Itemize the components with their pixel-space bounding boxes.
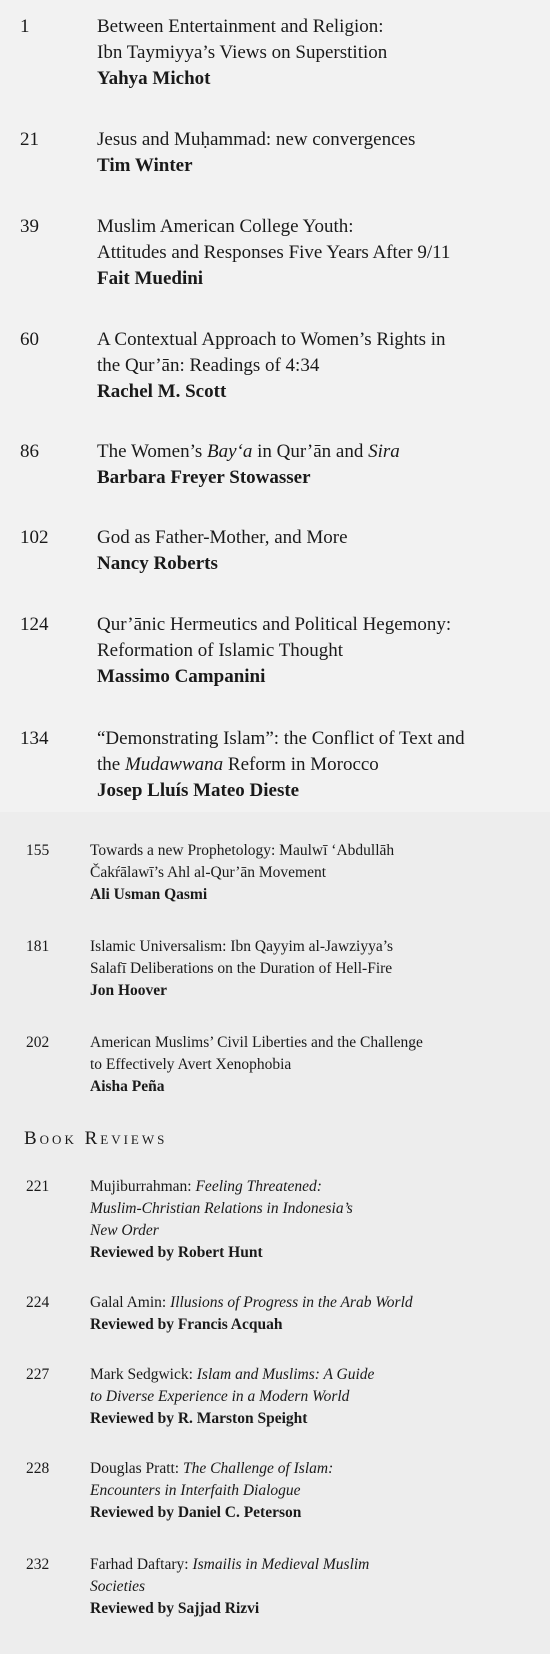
article-title: A Contextual Approach to Women’s Rights in	[97, 329, 446, 350]
book-title: Islam and Muslims: A Guide	[196, 1366, 375, 1383]
review-text	[90, 1176, 545, 1264]
page-number: 228	[26, 1460, 50, 1477]
review-book	[90, 1364, 545, 1386]
article-author: Jon Hoover	[90, 982, 168, 999]
entry-text	[97, 327, 547, 405]
page-number: 1	[20, 16, 30, 37]
book-author: Galal Amin:	[90, 1294, 171, 1311]
page-number: 227	[26, 1366, 50, 1383]
review-text	[90, 1458, 545, 1524]
article-title: Between Entertainment and Religion:	[97, 16, 384, 37]
page-number: 86	[20, 441, 39, 462]
article-title: Islamic Universalism: Ibn Qayyim al-Jawziyya’s	[90, 938, 394, 955]
article-title	[97, 752, 547, 778]
page-number: 224	[26, 1294, 50, 1311]
entry-text	[97, 525, 547, 577]
book-title: Illusions of Progress in the Arab World	[170, 1294, 413, 1311]
article-author: Tim Winter	[97, 155, 193, 176]
review-text	[90, 1554, 545, 1620]
article-title: Attitudes and Responses Five Years After 9/11	[97, 242, 451, 263]
book-title: Ismailis in Medieval Muslim	[192, 1556, 370, 1573]
book-title: Societies	[90, 1578, 146, 1595]
page-number: 39	[20, 216, 39, 237]
article-title: Čakŕālawī’s Ahl al-Qur’ān Movement	[90, 864, 327, 881]
article-title: American Muslims’ Civil Liberties and the Challenge	[90, 1034, 423, 1051]
book-author: Douglas Pratt:	[90, 1460, 183, 1477]
book-reviews-heading: Book Reviews	[24, 1128, 168, 1149]
page-number: 155	[26, 842, 50, 859]
book-title: Muslim-Christian Relations in Indonesia’s	[90, 1200, 353, 1217]
article-author: Yahya Michot	[97, 68, 211, 89]
article-title: Jesus and Muḥammad: new convergences	[97, 129, 416, 150]
article-author: Ali Usman Qasmi	[90, 886, 208, 903]
reviewer: Reviewed by Sajjad Rizvi	[90, 1600, 260, 1617]
article-title: “Demonstrating Islam”: the Conflict of Text and	[97, 728, 465, 749]
review-book	[90, 1292, 545, 1314]
book-title: New Order	[90, 1222, 159, 1239]
article-author: Massimo Campanini	[97, 666, 266, 687]
entry-text	[97, 127, 547, 179]
entry-text	[97, 726, 547, 804]
reviewer: Reviewed by Daniel C. Peterson	[90, 1504, 302, 1521]
article-title	[97, 439, 547, 465]
page-number: 60	[20, 329, 39, 350]
review-text	[90, 1364, 545, 1430]
page-number: 202	[26, 1034, 50, 1051]
article-title: Muslim American College Youth:	[97, 216, 354, 237]
title-part-italic: Sira	[368, 441, 400, 462]
article-title: God as Father-Mother, and More	[97, 527, 348, 548]
reviewer: Reviewed by Robert Hunt	[90, 1244, 263, 1261]
entry-text	[97, 612, 547, 690]
toc-section-upper	[0, 0, 550, 812]
page-number: 102	[20, 527, 49, 548]
article-title: Qur’ānic Hermeutics and Political Hegemony:	[97, 614, 452, 635]
page-number: 21	[20, 129, 39, 150]
page-number: 221	[26, 1178, 50, 1195]
reviewer: Reviewed by R. Marston Speight	[90, 1410, 308, 1427]
page-number: 232	[26, 1556, 50, 1573]
review-book	[90, 1554, 545, 1576]
page-number: 181	[26, 938, 50, 955]
title-part-italic: Mudawwana	[124, 754, 224, 775]
title-part: Reform in Morocco	[223, 754, 379, 775]
article-author: Rachel M. Scott	[97, 381, 227, 402]
article-title: Reformation of Islamic Thought	[97, 640, 344, 661]
title-part: the	[97, 754, 125, 775]
article-title: Salafī Deliberations on the Duration of Hell-Fire	[90, 960, 393, 977]
article-author: Fait Muedini	[97, 268, 204, 289]
review-text	[90, 1292, 545, 1336]
article-title: to Effectively Avert Xenophobia	[90, 1056, 292, 1073]
book-title: Encounters in Interfaith Dialogue	[90, 1482, 301, 1499]
article-title: Ibn Taymiyya’s Views on Superstition	[97, 42, 388, 63]
article-title: the Qur’ān: Readings of 4:34	[97, 355, 320, 376]
page-number: 134	[20, 728, 49, 749]
title-part-italic: Bay‘a	[207, 441, 253, 462]
book-title: to Diverse Experience in a Modern World	[90, 1388, 350, 1405]
review-book	[90, 1176, 545, 1198]
article-author: Aisha Peña	[90, 1078, 165, 1095]
reviewer: Reviewed by Francis Acquah	[90, 1316, 283, 1333]
entry-text	[97, 214, 547, 292]
article-author: Josep Lluís Mateo Dieste	[97, 780, 300, 801]
book-author: Farhad Daftary:	[90, 1556, 193, 1573]
article-author: Nancy Roberts	[97, 553, 218, 574]
entry-text	[97, 439, 547, 491]
entry-text	[97, 14, 547, 92]
book-reviews-list	[0, 812, 550, 1654]
review-book	[90, 1458, 545, 1480]
title-part: in Qur’ān and	[252, 441, 369, 462]
title-part: The Women’s	[97, 441, 207, 462]
book-title: Feeling Threatened:	[195, 1178, 322, 1195]
article-author: Barbara Freyer Stowasser	[97, 467, 311, 488]
book-author: Mujiburrahman:	[90, 1178, 196, 1195]
page-number: 124	[20, 614, 49, 635]
article-title: Towards a new Prophetology: Maulwī ‘Abdullāh	[90, 842, 395, 859]
book-title: The Challenge of Islam:	[183, 1460, 334, 1477]
book-author: Mark Sedgwick:	[90, 1366, 197, 1383]
